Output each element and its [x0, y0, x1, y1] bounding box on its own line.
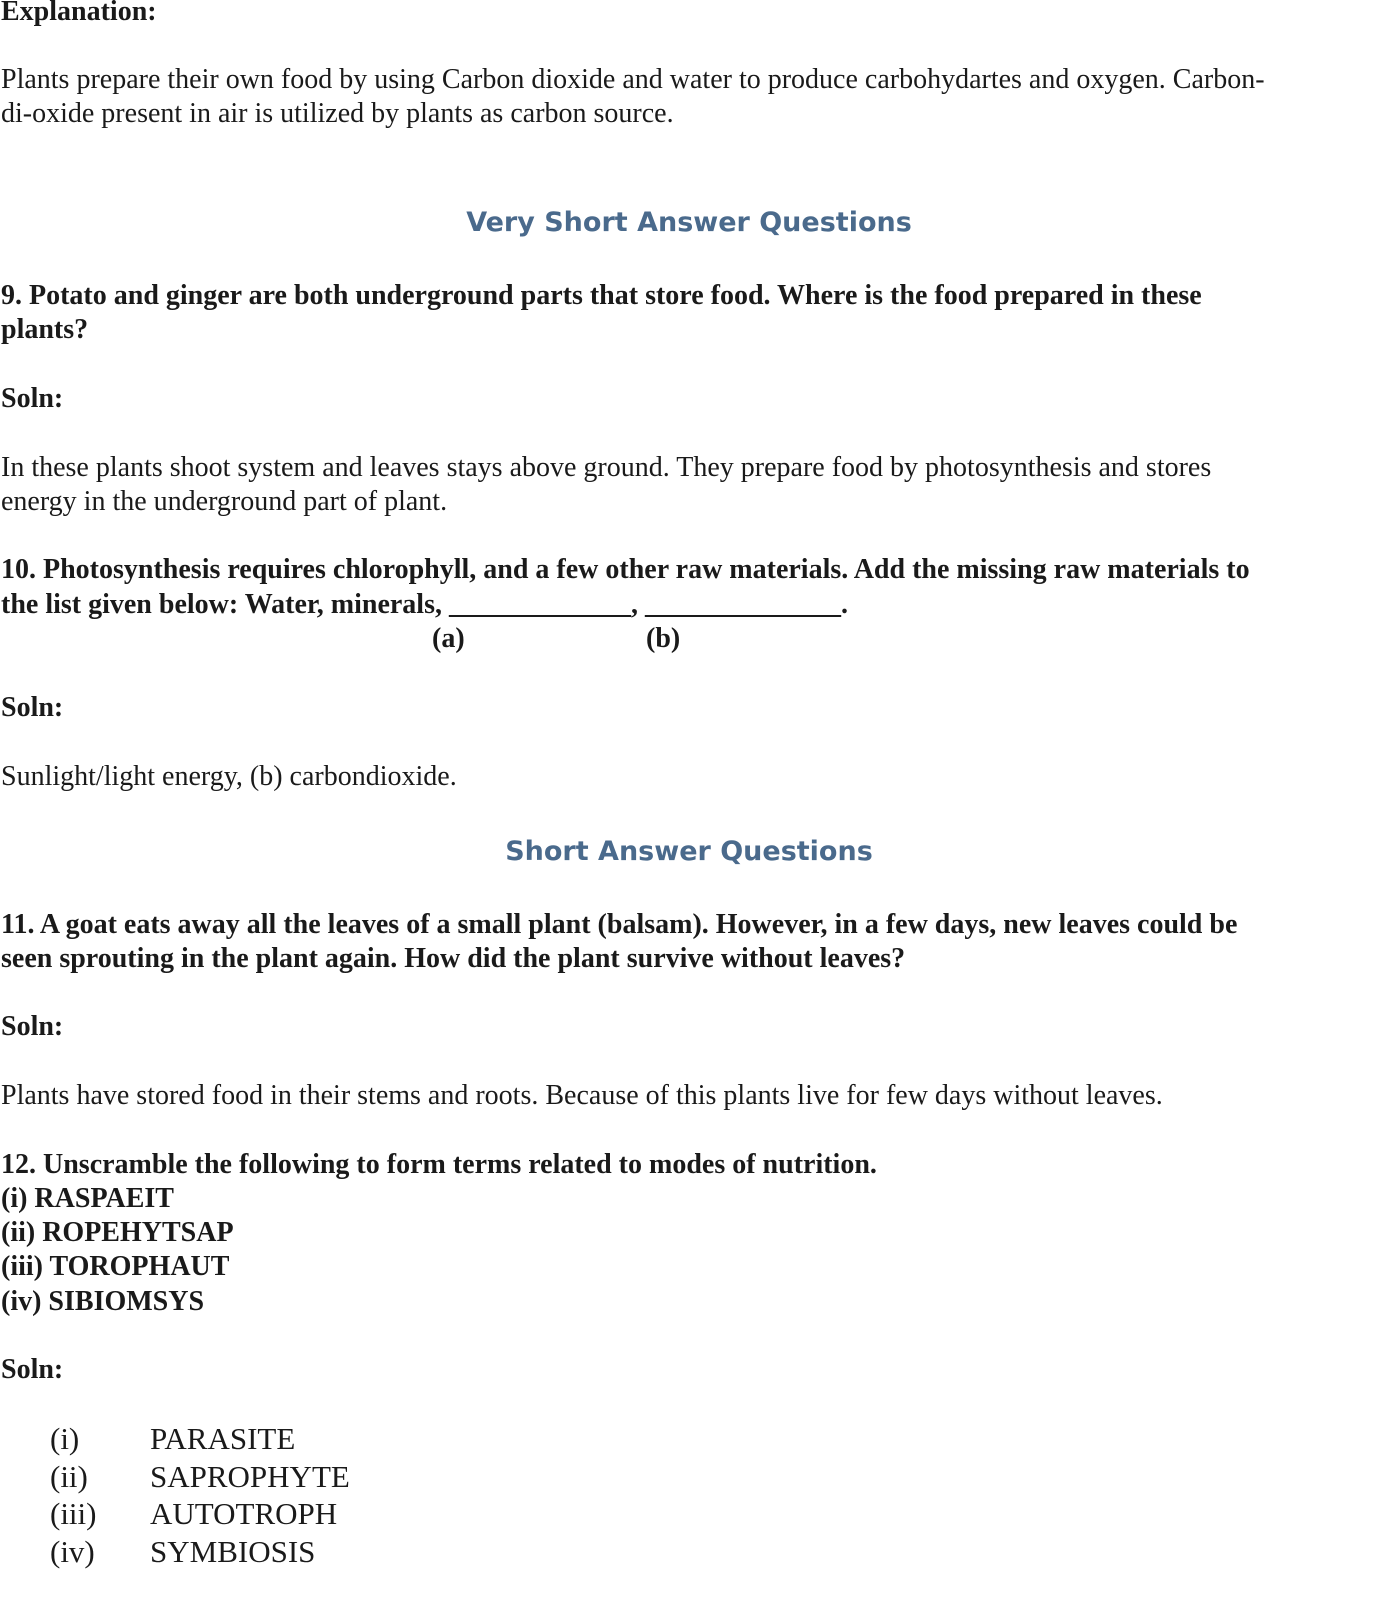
q12-answer-term-2: SAPROPHYTE — [150, 1459, 350, 1494]
q9-soln-label: Soln: — [1, 383, 64, 414]
q12-item-3: (iii) TOROPHAUT — [1, 1251, 230, 1282]
q9-line-2: plants? — [1, 314, 89, 345]
q10-soln-label: Soln: — [1, 692, 64, 723]
q10-answer: Sunlight/light energy, (b) carbondioxide. — [1, 761, 457, 792]
q12-soln-label: Soln: — [1, 1354, 64, 1385]
q9-answer-line-2: energy in the underground part of plant. — [1, 486, 448, 517]
section-heading-short: Short Answer Questions — [505, 836, 873, 867]
q11-answer: Plants have stored food in their stems and roots. Because of this plants live for few days without leaves. — [1, 1080, 1163, 1111]
q12-item-2: (ii) ROPEHYTSAP — [1, 1217, 234, 1248]
q12-answer-num-2: (ii) — [50, 1459, 88, 1494]
q12-answer-num-4: (iv) — [50, 1534, 95, 1569]
q12-answer-num-1: (i) — [50, 1421, 80, 1456]
q10-blank-b-label: (b) — [646, 623, 681, 654]
q12-answer-term-1: PARASITE — [150, 1421, 296, 1456]
q10-blank-a-label: (a) — [432, 623, 465, 654]
explanation-line-2: di-oxide present in air is utilized by plants as carbon source. — [1, 98, 674, 129]
q10-line-1: 10. Photosynthesis requires chlorophyll, and a few other raw materials. Add the missing raw materials to — [1, 554, 1250, 585]
q9-answer-line-1: In these plants shoot system and leaves stays above ground. They prepare food by photosynthesis and stores — [1, 452, 1212, 483]
q12-answer-term-3: AUTOTROPH — [150, 1496, 338, 1531]
q12-answer-num-3: (iii) — [50, 1496, 97, 1531]
section-heading-very-short: Very Short Answer Questions — [466, 207, 912, 238]
q10-line-2: the list given below: Water, minerals, _____________, ______________. — [1, 589, 848, 620]
explanation-label: Explanation: — [1, 0, 157, 27]
q12-item-4: (iv) SIBIOMSYS — [1, 1286, 205, 1317]
q11-line-2: seen sprouting in the plant again. How did the plant survive without leaves? — [1, 943, 906, 974]
explanation-line-1: Plants prepare their own food by using Carbon dioxide and water to produce carbohydartes and oxygen. Carbon- — [1, 64, 1265, 95]
q12-title: 12. Unscramble the following to form terms related to modes of nutrition. — [1, 1149, 877, 1180]
q9-line-1: 9. Potato and ginger are both underground parts that store food. Where is the food prepared in these — [1, 280, 1202, 311]
q12-item-1: (i) RASPAEIT — [1, 1183, 174, 1214]
q12-answer-term-4: SYMBIOSIS — [150, 1534, 316, 1569]
q11-soln-label: Soln: — [1, 1011, 64, 1042]
q11-line-1: 11. A goat eats away all the leaves of a small plant (balsam). However, in a few days, new leaves could be — [1, 909, 1238, 940]
